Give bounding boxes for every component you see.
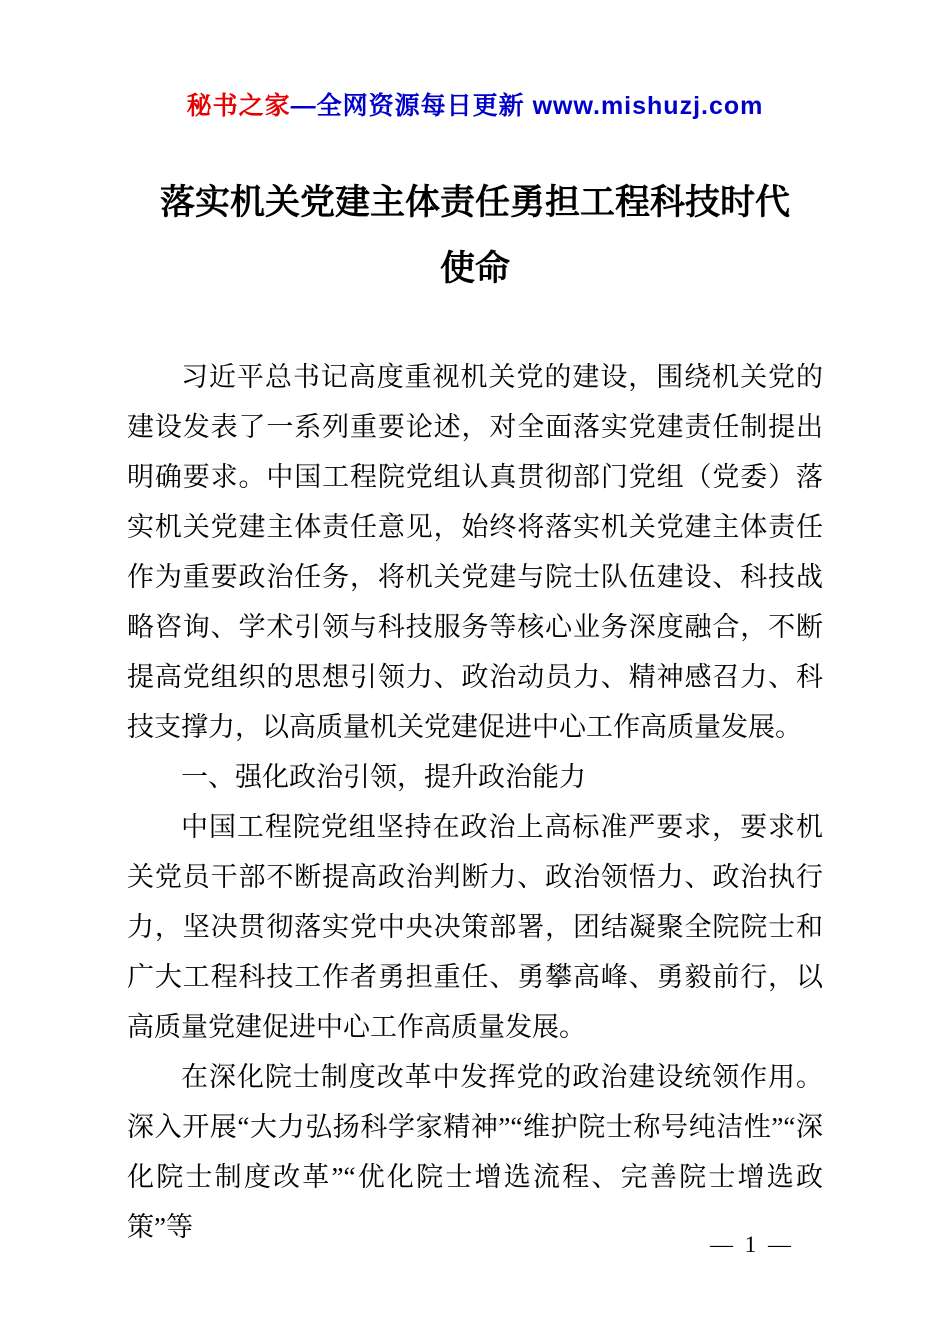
page-number: — 1 —	[710, 1232, 794, 1257]
site-header	[127, 86, 823, 122]
document-title-line-2: 使命	[439, 249, 510, 288]
site-name: 秘书之家	[186, 92, 291, 120]
document-title	[127, 170, 823, 302]
document-title-line-1: 落实机关党建主体责任勇担工程科技时代	[159, 183, 790, 222]
site-tagline: —全网资源每日更新 www.mishuzj.com	[290, 92, 764, 120]
section-heading: 一、强化政治引领，提升政治能力	[181, 762, 586, 792]
body-paragraph: 在深化院士制度改革中发挥党的政治建设统领作用。深入开展“大力弘扬科学家精神”“维护院士称号纯洁性”“深化院士制度改革”“优化院士增选流程、完善院士增选政策”等	[127, 1062, 823, 1242]
body-paragraph: 习近平总书记高度重视机关党的建设，围绕机关党的建设发表了一系列重要论述，对全面落实党建责任制提出明确要求。中国工程院党组认真贯彻部门党组（党委）落实机关党建主体责任意见，始终将落实机关党建主体责任作为重要政治任务，将机关党建与院士队伍建设、科技战略咨询、学术引领与科技服务等核心业务深度融合，不断提高党组织的思想引领力、政治动员力、精神感召力、科技支撑力，以高质量机关党建促进中心工作高质量发展。	[127, 362, 823, 742]
document-body	[127, 352, 823, 1252]
body-paragraph: 中国工程院党组坚持在政治上高标准严要求，要求机关党员干部不断提高政治判断力、政治领悟力、政治执行力，坚决贯彻落实党中央决策部署，团结凝聚全院院士和广大工程科技工作者勇担重任、勇攀高峰、勇毅前行，以高质量党建促进中心工作高质量发展。	[127, 812, 823, 1042]
